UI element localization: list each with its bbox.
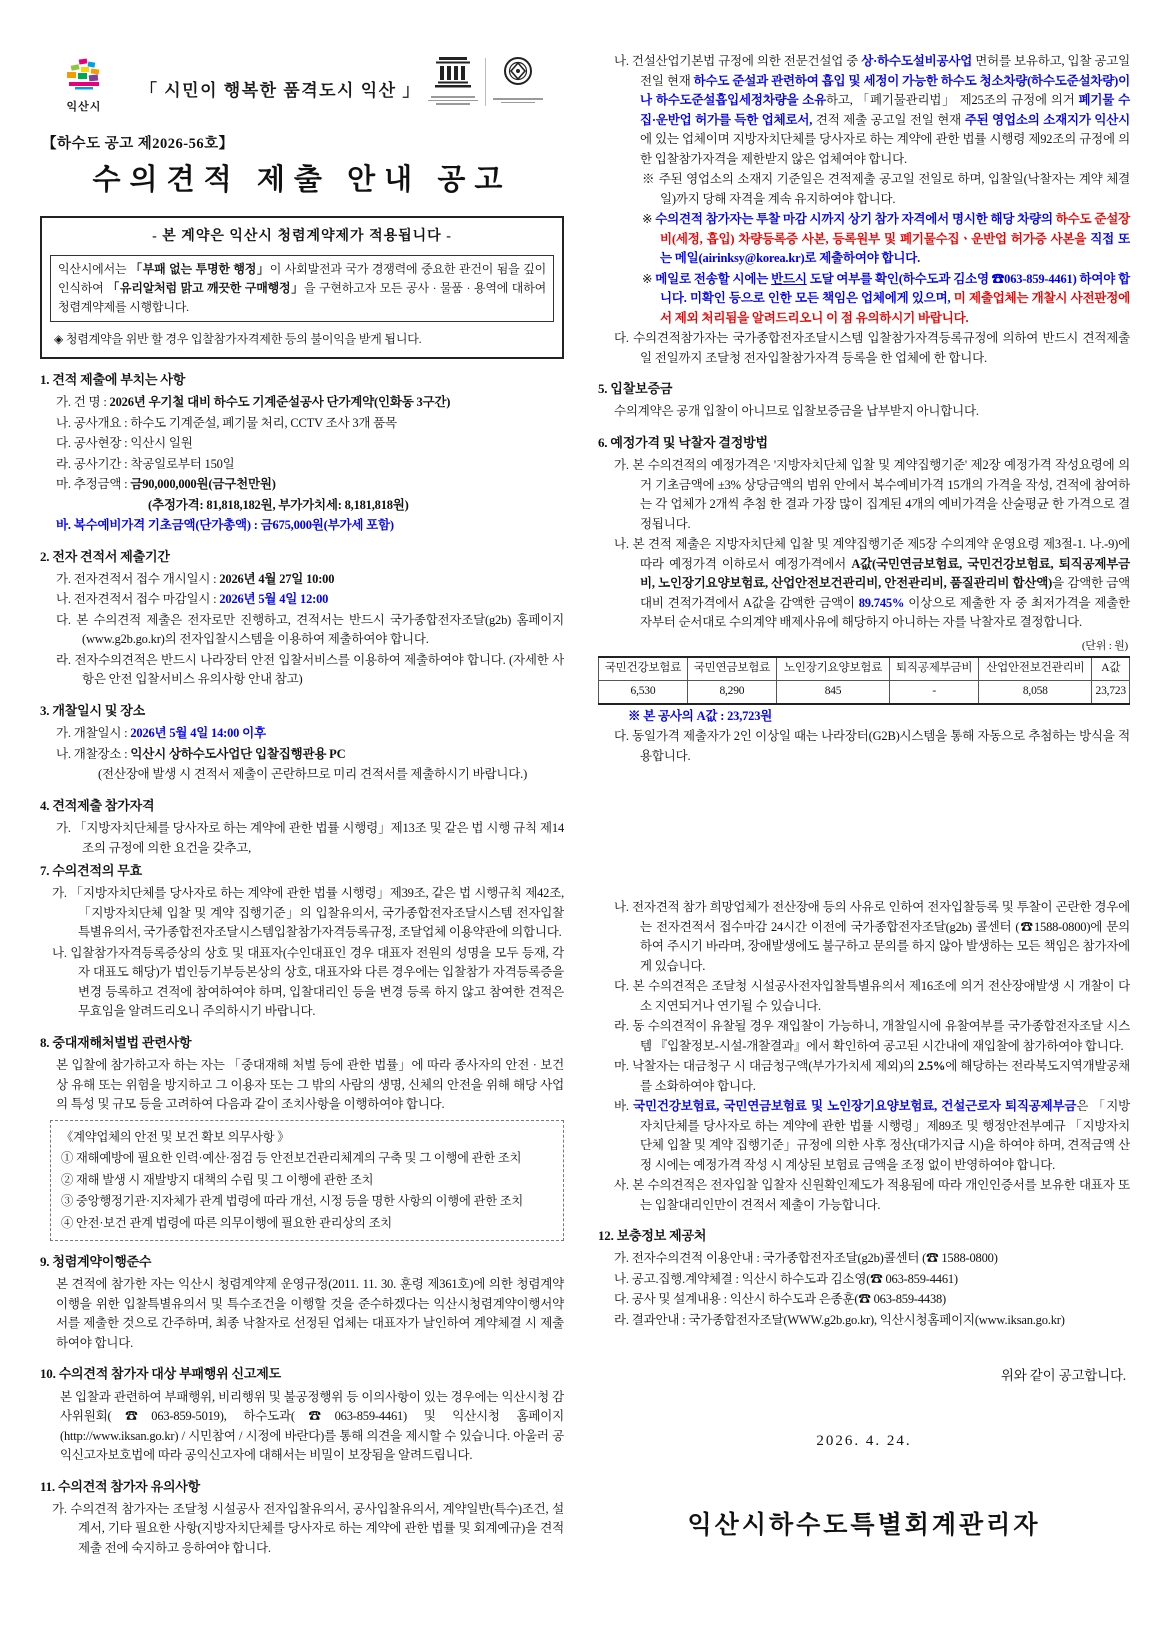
text-run: 입찰참가자격등록증상의 상호 및 대표자(수인대표인 경우 대표자 전원의 성명을 모두 등재, 각자 대표도 해당)가 법인등기부등본상의 상호, 대표자와 다른 경우에는 입찰참가 자격등록증을 변경 등록하고 견적에 참여하여야 하며, 입찰대리인 등을 변경 등록 하지 않고 참여한 견적은 무효임을 알려드리오니 주의하시기 바랍니다. [70, 945, 564, 1019]
item-label: 바. [56, 518, 74, 533]
item-label: 마. [614, 1059, 633, 1073]
text-run: 수의계약은 공개 입찰이 아니므로 입찰보증금을 납부받지 아니합니다. [614, 404, 979, 419]
text-run: 「부패 없는 투명한 행정」 [130, 261, 270, 276]
text-run: 전자수의견적은 반드시 나라장터 안전 입찰서비스를 이용하여 제출하여야 합니다. (자세한 사항은 안전 입찰서비스 유의사항 안내 참고) [74, 652, 564, 687]
paragraph [598, 1176, 1130, 1215]
paragraph [40, 1388, 564, 1466]
page-title: 수의견적 제출 안내 공고 [92, 163, 512, 196]
section-heading: 8. 중대재해처벌법 관련사항 [40, 1034, 192, 1050]
item-label: 가. [56, 395, 74, 410]
table-cell: 23,723 [1092, 680, 1130, 703]
page-2-column [598, 52, 1130, 767]
paragraph [598, 898, 1130, 976]
text-run: 주된 영업소의 소재지 기준일은 견적제출 공고일 전일로 하며, 입찰일(낙찰자는 계약 체결일)까지 당해 자격을 계속 유지하여야 합니다. [658, 172, 1130, 206]
section-heading: 7. 수의견적의 무효 [40, 863, 142, 878]
table-unit-note: (단위 : 원) [1081, 639, 1128, 652]
text-run: 하수도 준설과 관련하여 흡입 및 세정이 가능한 하수도 청소차량(하수도준설차량)이나 하수도준설흡입세정차량을 소유 [640, 73, 1130, 107]
text-run: 금90,000,000원(금구천만원) [130, 477, 276, 492]
text-run: 2.5% [917, 1059, 946, 1073]
text-run: 89.745% [858, 595, 905, 610]
item-label: 가. [56, 571, 74, 586]
paragraph [40, 745, 564, 765]
section-heading: 4. 견적제출 참가자격 [40, 797, 155, 813]
item-label: 다. [56, 612, 77, 627]
paragraph [598, 1057, 1130, 1096]
issuer-signature: 익산시하수도특별회계관리자 [687, 1511, 1041, 1539]
item-label: 바. [614, 1099, 634, 1113]
spacer [598, 1331, 1130, 1365]
section-heading: 10. 수의견적 참가자 대상 부패행위 신고제도 [40, 1366, 281, 1382]
section-heading: 11. 수의견적 참가자 유의사항 [40, 1478, 201, 1494]
obligation-line: 《계약업체의 안전 및 보건 확보 의무사항 》 [61, 1129, 290, 1144]
text-run: 은 「지방자치단체를 당사자로 하는 계약에 관한 법률 시행령」제89조 및 행정안전부예규 「지방자치단체 입찰 및 계약 집행기준」규정에 의한 사후 정산(대가지급 시)을 하여야 하며, 견적금액 산정 시에는 예정가격 작성 시 계상된 보험료 금액을 조정 없이 반영하여야 합니다. [640, 1099, 1130, 1172]
paragraph [598, 707, 1130, 727]
unesco-heritage-emblem [426, 56, 480, 107]
text-run: 수의견적참가자는 국가종합전자조달시스템 입찰참가자격등록규정에 의하여 반드시 견적제출일 전일까지 조달청 전자입찰참가자격 등록을 한 업체에 한 합니다. [633, 331, 1130, 365]
paragraph [40, 651, 564, 690]
item-label: 다. [614, 1292, 632, 1307]
table-cell: 845 [776, 680, 889, 703]
notice-number: 【하수도 공고 제2026-56호】 [42, 136, 234, 152]
item-label: 다. [56, 436, 74, 451]
text-run: 이 사회발전과 국가 경쟁력에 중요한 관건이 됨을 깊이 인식하여 [58, 261, 546, 295]
text-run: 직접 또는 메일(airinksy@korea.kr)로 제출하여야 합니다. [660, 231, 1130, 265]
text-run: 전자견적 참가 희망업체가 전산장애 등의 사유로 인하여 전자입찰등록 및 투찰이 곤란한 경우에는 전자견적서 접수마감 24시간 이전에 국가종합전자조달(g2b) 콜센터 (☎1588-0800)에 문의하여 주시기 바라며, 장애발생에도 불구하고 문의를 하지 않아 발생하는 모든 책임은 참가자에게 있습니다. [631, 900, 1130, 973]
section-heading: 3. 개찰일시 및 장소 [40, 702, 146, 718]
text-run: 복수예비가격 기초금액(단가총액) : 금675,000원(부가세 포함) [73, 518, 394, 533]
paragraph [40, 434, 564, 454]
paragraph [40, 516, 564, 536]
table-cell: 8,058 [979, 680, 1092, 703]
item-label: 가. [52, 1501, 71, 1516]
obligation-line: ① 재해예방에 필요한 인력·예산·점검 등 안전보건관리체계의 구축 및 그 이행에 관한 조치 [61, 1151, 522, 1166]
item-label: 마. [56, 477, 74, 492]
item-label: 나. [56, 746, 74, 761]
text-run: 본 수의견적의 예정가격은 '지방자치단체 입찰 및 계약집행기준' 제2장 예정가격 작성요령에 의거 기초금액에 ±3% 상당금액의 범위 안에서 복수예비가격 15개의 가격을 작성, 견적에 참여하는 각 업체가 2개씩 추첨 한 결과 가장 많이 집계된 4개의 예비가격을 산술평균 한 가격으로 결정됩니다. [632, 458, 1130, 531]
paragraph [40, 455, 564, 475]
text-run: 본 입찰과 관련하여 부패행위, 비리행위 및 불공정행위 등 이의사항이 있는 경우에는 익산시청 감사위원회(☎063-859-5019), 하수도과(☎063-859-4461) 및 익산시청 홈페이지 (http://www.iksan.go.kr) / 시민참여 / 시정에 바란다)를 통해 의견을 제시할 수 있습니다. 아울러 공익신고자보호법에 따라 공익신고자에 대해서는 비밀이 보장됨을 알려드립니다. [60, 1389, 564, 1463]
text-run: 건설산업기본법 규정에 의한 전문건설업 중 [631, 54, 862, 68]
paragraph [598, 1017, 1130, 1056]
table-cell: - [890, 680, 979, 703]
text-run: 본 수의견적은 전자입찰 입찰자 신원확인제도가 적용됨에 따라 개인인증서를 보유한 대표자 또는 입찰대리인만이 견적서 제출이 가능합니다. [632, 1178, 1130, 1212]
table-header-cell: A값 [1092, 657, 1130, 680]
item-label: 라. [56, 652, 75, 667]
safety-obligations-box [50, 1120, 564, 1242]
item-label: 가. [56, 821, 74, 836]
text-run: 동 수의견적이 유찰될 경우 재입찰이 가능하니, 개찰일시에 유찰여부를 국가종합전자조달 시스템 『입찰정보-시설-개찰결과』에서 확인하여 공고된 시간내에 재입찰에 참가하여야 합니다. [632, 1019, 1130, 1053]
text-run: 면허를 보유하고, 입찰 공고일 전일 현재 [640, 54, 1130, 88]
text-run: 하수도 준설장비(세정, 흡입) 차량등록증 사본, 등록원부 및 폐기물수집ㆍ운반업 허가증 사본을 [660, 212, 1130, 246]
item-label: 나. [614, 54, 632, 68]
item-label: 사. [614, 1178, 633, 1192]
text-run: 에 있는 업체이며 지방자치단체를 당사자로 하는 계약에 관한 법률 시행령 제92조의 규정에 의한 입찰참가자격을 제한받지 않은 업체여야 합니다. [640, 132, 1130, 166]
text-run: 이상으로 제출한 자 중 최저가격을 제출한 자부터 순서대로 수의계약 배제사유에 해당하지 아니하는 자를 낙찰자로 결정합니다. [640, 595, 1131, 630]
item-label: 라. [56, 456, 74, 471]
paragraph [40, 496, 564, 516]
text-run: 「지방자치단체를 당사자로 하는 계약에 관한 법률 시행령」제13조 및 같은 법 시행 규칙 제14조의 규정에 의한 요건을 갖추고, [73, 821, 564, 855]
text-run: 익산시 상하수도사업단 입찰집행관용 PC [130, 746, 346, 761]
iksan-city-logo-caption: 익산시 [66, 101, 102, 113]
circle-emblem-icon [501, 56, 535, 90]
paragraph [598, 1311, 1130, 1331]
obligation-line: ② 재해 발생 시 재발방지 대책의 수립 및 그 이행에 관한 조치 [61, 1172, 374, 1187]
text-run: 공사개요 : 하수도 기계준설, 폐기물 처리, CCTV 조사 3개 품목 [73, 415, 397, 430]
paragraph [598, 52, 1130, 169]
text-run: 본 공사의 A값 : 23,723원 [643, 708, 773, 723]
text-run: 을 구현하고자 모든 공사 · 물품 · 용역에 대하여 청렴계약제를 시행합니다. [58, 280, 546, 315]
text-run: 2026년 우기철 대비 하수도 기계준설공사 단가계약(인화동 3구간) [109, 395, 451, 410]
page-3-column [40, 850, 564, 1559]
page-4-column [598, 898, 1130, 1545]
text-run: 공사기간 : 착공일로부터 150일 [73, 456, 235, 471]
item-label: 가. [614, 458, 633, 473]
item-label: 나. [52, 945, 71, 960]
text-run: 을 감액한 금액 대비 견적가격에서 A값을 감액한 금액이 [640, 576, 1130, 610]
item-label: 나. [614, 1271, 632, 1286]
table-cell: 8,290 [687, 680, 776, 703]
text-run: 동일가격 제출자가 2인 이상일 때는 나라장터(G2B)시스템을 통해 자동으로 추첨하는 방식을 적용합니다. [632, 729, 1130, 763]
text-run: 2026년 5월 4일 14:00 이후 [130, 726, 266, 741]
paragraph [40, 1500, 564, 1559]
paragraph [40, 570, 564, 590]
item-label: 다. [614, 729, 633, 744]
text-run: 메일로 전송할 시에는 [655, 271, 772, 286]
text-run: 공고.집행.계약체결 : 익산시 하수도과 김소영(☎ 063-859-4461) [631, 1271, 958, 1286]
text-run: 공사 및 설계내용 : 익산시 하수도과 은종훈(☎ 063-859-4438) [631, 1292, 947, 1307]
table-header-cell: 노인장기요양보험료 [776, 657, 889, 680]
section-heading: 9. 청렴계약이행준수 [40, 1254, 152, 1270]
item-label: 가. [56, 726, 74, 741]
text-run: 상·하수도설비공사업 [861, 54, 973, 68]
text-run: 견적 제출 공고일 전일 현재 [812, 112, 965, 127]
item-label: 다. [614, 331, 634, 345]
table-header-cell: 산업안전보건관리비 [979, 657, 1092, 680]
iksan-city-logo [52, 58, 116, 114]
item-label: 다. [614, 979, 633, 993]
item-label: 나. [614, 537, 633, 552]
paragraph [598, 210, 1130, 269]
obligation-line: ④ 안전·보건 관계 법령에 따른 의무이행에 필요한 관리상의 조치 [61, 1215, 392, 1230]
paragraph [598, 1290, 1130, 1310]
text-run: 본 견적에 참가한 자는 익산시 청렴계약제 운영규정(2011. 11. 30. 훈령 제361호)에 의한 청렴계약이행을 위한 입찰특별유의서 및 특수조건을 이행할 것을 준수하겠다는 익산시청렴계약이행서약서를 제출한 것으로 간주하며, 최종 낙찰자로 선정된 업체는 대표자가 날인하여 계약체결 시 제출하여야 합니다. [56, 1277, 564, 1350]
section-heading: 2. 전자 견적서 제출기간 [40, 548, 170, 564]
obligation-line: ③ 중앙행정기관·지자체가 관계 법령에 따라 개선, 시정 등을 명한 사항의 이행에 관한 조치 [61, 1194, 524, 1209]
item-label: 라. [614, 1019, 633, 1033]
notice-date: 2026. 4. 24. [816, 1433, 912, 1450]
paragraph [598, 456, 1130, 534]
paragraph [40, 414, 564, 434]
integrity-heading: - 본 계약은 익산시 청렴계약제가 적용됩니다 - [152, 228, 452, 244]
text-run: 결과안내 : 국가종합전자조달(WWW.g2b.go.kr), 익산시청홈페이지(www.iksan.go.kr) [631, 1312, 1065, 1327]
paragraph [598, 1097, 1130, 1175]
text-run: A값(국민연금보험료, 국민건강보험료, 퇴직공제부금비, 노인장기요양보험료, 산업안전보건관리비, 안전관리비, 품질관리비 합산액) [640, 556, 1131, 591]
paragraph [598, 977, 1130, 1016]
paragraph [598, 270, 1130, 329]
paragraph [598, 1249, 1130, 1269]
text-run: 국민건강보험료, 국민연금보험료 및 노인장기요양보험료, 건설근로자 퇴직공제부금 [633, 1099, 1077, 1113]
item-label: 나. [56, 592, 74, 607]
text-run: 2026년 5월 4일 12:00 [219, 592, 329, 607]
text-run: 「유리알처럼 맑고 깨끗한 구매행정」 [107, 280, 304, 295]
logo-caption-lines [426, 96, 480, 105]
text-run: 전자수의견적 이용안내 : 국가종합전자조달(g2b)콜센터 (☎ 1588-0800) [631, 1251, 998, 1266]
paragraph [598, 727, 1130, 766]
integrity-body [50, 255, 554, 323]
table-header-cell: 퇴직공제부금비 [890, 657, 979, 680]
text-run: 에 해당하는 전라북도지역개발공채를 소화하여야 합니다. [640, 1059, 1130, 1093]
section-heading: 1. 견적 제출에 부치는 사항 [40, 371, 186, 387]
section-heading: 6. 예정가격 및 낙찰자 결정방법 [598, 434, 768, 450]
item-label: 나. [56, 415, 74, 430]
table-header-cell: 국민연금보험료 [687, 657, 776, 680]
text-run: 미 제출업체는 개찰시 사전판정에서 제외 처리됨을 알려드리오니 이 점 유의하시기 바랍니다. [660, 291, 1130, 325]
closing-statement: 위와 같이 공고합니다. [1000, 1368, 1126, 1384]
section-heading: 12. 보충정보 제공처 [598, 1228, 707, 1243]
text-run: 반드시 [771, 271, 807, 286]
item-label: ※ [642, 271, 656, 286]
logo-divider [485, 58, 486, 106]
section-heading: 5. 입찰보증금 [598, 381, 673, 396]
page-1-column [40, 133, 564, 859]
header-certification-marks [426, 56, 545, 107]
text-run: 익산시에서는 [58, 261, 131, 276]
city-slogan: 「 시민이 행복한 품격도시 익산 」 [140, 81, 421, 100]
paragraph [40, 724, 564, 744]
text-run: (전산장애 발생 시 견적서 제출이 곤란하므로 미리 견적서를 제출하시기 바랍니다.) [98, 767, 528, 782]
spacer [598, 1454, 1130, 1506]
text-run: 본 수의견적 제출은 전자로만 진행하고, 견적서는 반드시 국가종합전자조달(g2b) 홈페이지(www.g2b.go.kr)의 전자입찰시스템을 이용하여 제출하여야 합니다. [76, 612, 564, 647]
text-run: 본 수의견적은 조달청 시설공사전자입찰특별유의서 제16조에 의거 전산장애발생 시 개찰이 다소 지연되거나 연기될 수 있습니다. [632, 979, 1130, 1013]
a-value-table [598, 656, 1130, 705]
creative-city-emblem [491, 56, 545, 105]
paragraph [40, 590, 564, 610]
paragraph [40, 884, 564, 943]
text-run: 도달 여부를 확인(하수도과 김소영 ☎063-859-4461) 하여야 합니다. 미확인 등으로 인한 모든 책임은 업체에게 있으며, [660, 271, 1130, 305]
paragraph [598, 1270, 1130, 1290]
spacer [598, 1386, 1130, 1430]
text-run: 개찰장소 : [73, 746, 131, 761]
paragraph [40, 393, 564, 413]
paragraph [40, 1056, 564, 1115]
page-1-sections [40, 370, 564, 858]
paragraph [598, 402, 1130, 422]
text-run: 본 견적 제출은 지방자치단체 입찰 및 계약집행기준 제5장 수의계약 운영요령 제3절-1. 나.-9)에 따라 예정가격 이하로서 예정가격에서 [632, 537, 1130, 571]
text-run: 본 입찰에 참가하고자 하는 자는 「중대재해 처벌 등에 관한 법률」에 따라 종사자의 안전 · 보건상 유해 또는 위험을 방지하고 그 이용자 또는 그 밖의 사람의 생명, 신체의 안전을 위해 해당 사업의 특성 및 규모 등을 고려하여 다음과 같이 조치사항을 이행하여야 합니다. [56, 1058, 564, 1112]
item-label: ※ [642, 212, 656, 226]
paragraph [598, 329, 1130, 368]
text-run: 수의견적 참가자는 투찰 마감 시까지 상기 참가 자격에서 명시한 해당 차량의 [655, 212, 1056, 226]
paragraph [40, 765, 564, 785]
unesco-building-icon [433, 56, 473, 88]
paragraph [598, 170, 1130, 209]
item-label: 라. [614, 1312, 632, 1327]
text-run: 「지방자치단체를 당사자로 하는 계약에 관한 법률 시행령」제39조, 같은 법 시행규칙 제42조,「지방자치단체 입찰 및 계약 집행기준」의 입찰유의서, 국가종합전자조달시스템 전자입찰특별유의서, 국가종합전자조달시스템입찰참가자격등록규정, 조달업체 이용약관에 의합니다. [70, 886, 564, 940]
item-label: 나. [614, 900, 632, 914]
text-run: 하고, 「폐기물관리법」 제25조의 규정에 의거 [826, 93, 1079, 107]
text-run: (추정가격: 81,818,182원, 부가가치세: 8,181,818원) [148, 497, 409, 512]
text-run: 전자견적서 접수 개시일시 : [73, 571, 220, 586]
text-run: 2026년 4월 27일 10:00 [219, 571, 335, 586]
paragraph [598, 535, 1130, 633]
item-label: ※ [628, 708, 644, 723]
item-label: 가. [614, 1251, 632, 1266]
logo-caption-lines [491, 98, 545, 103]
table-cell: 6,530 [599, 680, 688, 703]
table-header-cell: 국민건강보험료 [599, 657, 688, 680]
text-run: 전자견적서 접수 마감일시 : [73, 592, 220, 607]
paragraph [40, 1275, 564, 1353]
text-run: 개찰일시 : [73, 726, 131, 741]
iksan-city-logo-mark [61, 58, 107, 92]
paragraph [40, 475, 564, 495]
integrity-pledge-box [40, 216, 564, 359]
item-label: 가. [52, 886, 71, 901]
text-run: 건 명 : [73, 395, 110, 410]
integrity-note: ◈ 청렴계약을 위반 할 경우 입찰참가자격제한 등의 불이익을 받게 됩니다. [54, 332, 422, 347]
text-run: 수의견적 참가자는 조달청 시설공사 전자입찰유의서, 공사입찰유의서, 계약일반(특수)조건, 설계서, 기타 필요한 사항(지방자치단체를 당사자로 하는 계약에 관한 법률 및 회계예규)을 견적제출 전에 숙지하고 응하여야 합니다. [70, 1501, 564, 1555]
text-run: 낙찰자는 대금청구 시 대금청구액(부가가치세 제외)의 [632, 1059, 918, 1073]
text-run: 공사현장 : 익산시 일원 [73, 436, 193, 451]
text-run: 주된 영업소의 소재지가 익산시 [964, 112, 1130, 127]
text-run: 추정금액 : [73, 477, 131, 492]
text-run: 폐기물 수집·운반업 허가를 득한 업체로서, [640, 93, 1130, 127]
paragraph [40, 944, 564, 1022]
item-label: ※ [642, 172, 659, 186]
paragraph [40, 611, 564, 650]
